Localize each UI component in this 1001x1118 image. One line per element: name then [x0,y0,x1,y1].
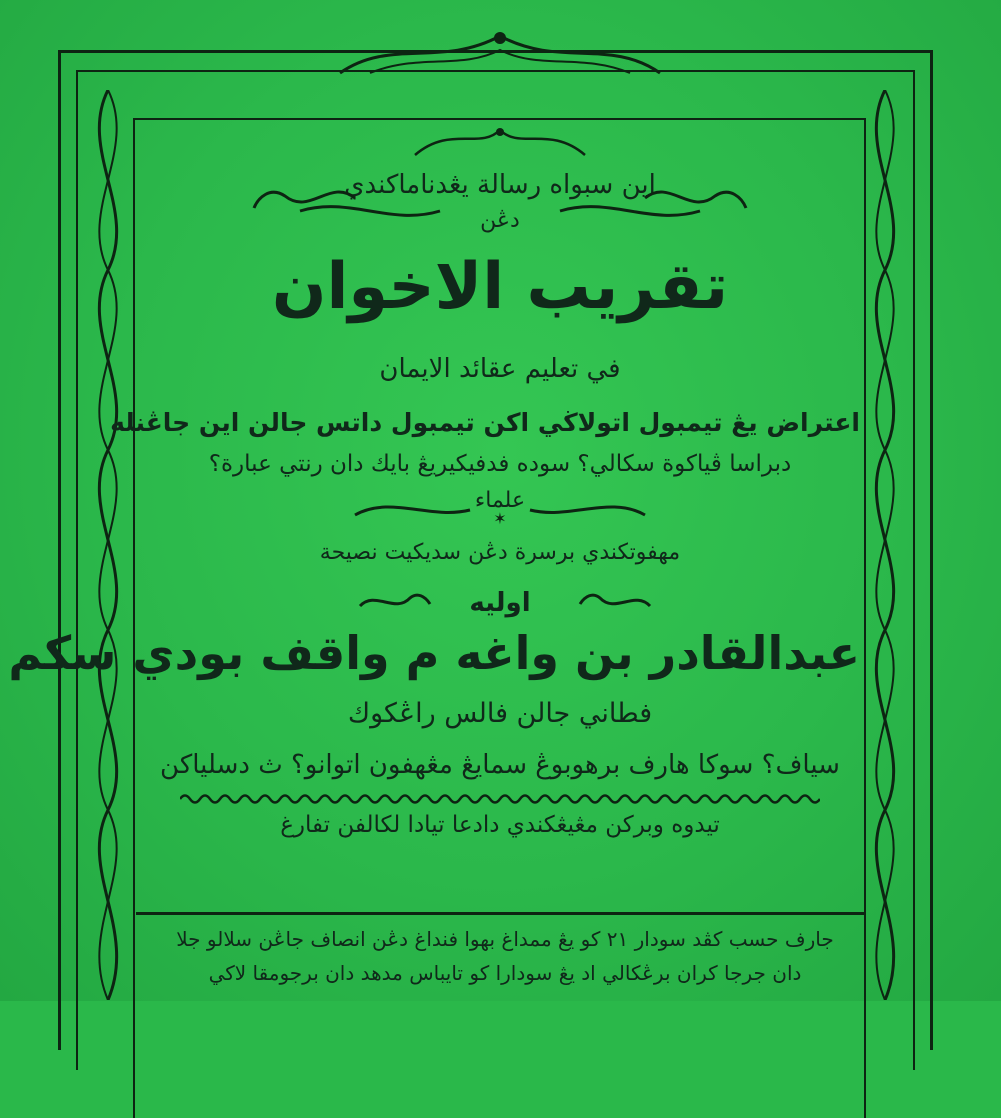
book-title: تقريب الاخوان [271,250,729,324]
purpose-line: سياف؟ سوكا هارف برهوبوڠ سمايڠ مڠهفون اتوانو؟ ث دسلياكن [160,750,840,780]
footer-note [145,922,865,990]
svg-text:✶: ✶ [493,509,507,528]
intro-line: اين سبواه رسالة يڠدناماكندي [344,170,656,200]
wavy-divider [180,792,820,806]
description-line-2: دبراسا ڤياكوة سكالي؟ سوده فدفيكيريڠ بايك دان رنتي عبارة؟ [208,451,792,477]
footer-line-2: دان جرجا كران برڠكالي اد يڠ سودارا كو تايباس مدهد دان برجومقا لاكي [208,961,802,985]
right-vine-ornament [855,90,915,1000]
description-line-1: اعتراض يڠ تيمبول اتولاڬي اكن تيمبول داتس جالن اين جاڠنله [110,408,860,437]
by-word: اوليه [469,588,531,618]
book-subtitle: في تعليم عقائد الايمان [379,354,621,384]
footer-separator [136,912,864,915]
author-name: عبدالقادر بن واغه م واقف بودي سكم [8,626,860,680]
ulama-ornament [350,490,650,530]
ulama-word: علماء [474,488,526,513]
top-crest-ornament [330,28,670,78]
under-intro-ornament [290,196,710,226]
written-by-line: مهفوتكندي برسرة دڠن سديكيت نصيحة [319,540,681,565]
footer-line-1: جارف حسب كڤد سودار ٢١ كو يڠ ممداغ بهوا فنداغ دڠن انصاف جاڠن سلالو جلا [176,927,834,951]
prayer-line: تيدوه وبركن مڠيڠكندي دادعا تيادا لكالفن تفارغ [280,812,720,838]
connector-word: دڠن [480,208,520,233]
right-olih-ornament [575,588,655,616]
author-origin: فطاني جالن فالس راڠكوك [347,698,653,729]
left-vine-ornament [78,90,138,1000]
left-olih-ornament [355,588,435,616]
